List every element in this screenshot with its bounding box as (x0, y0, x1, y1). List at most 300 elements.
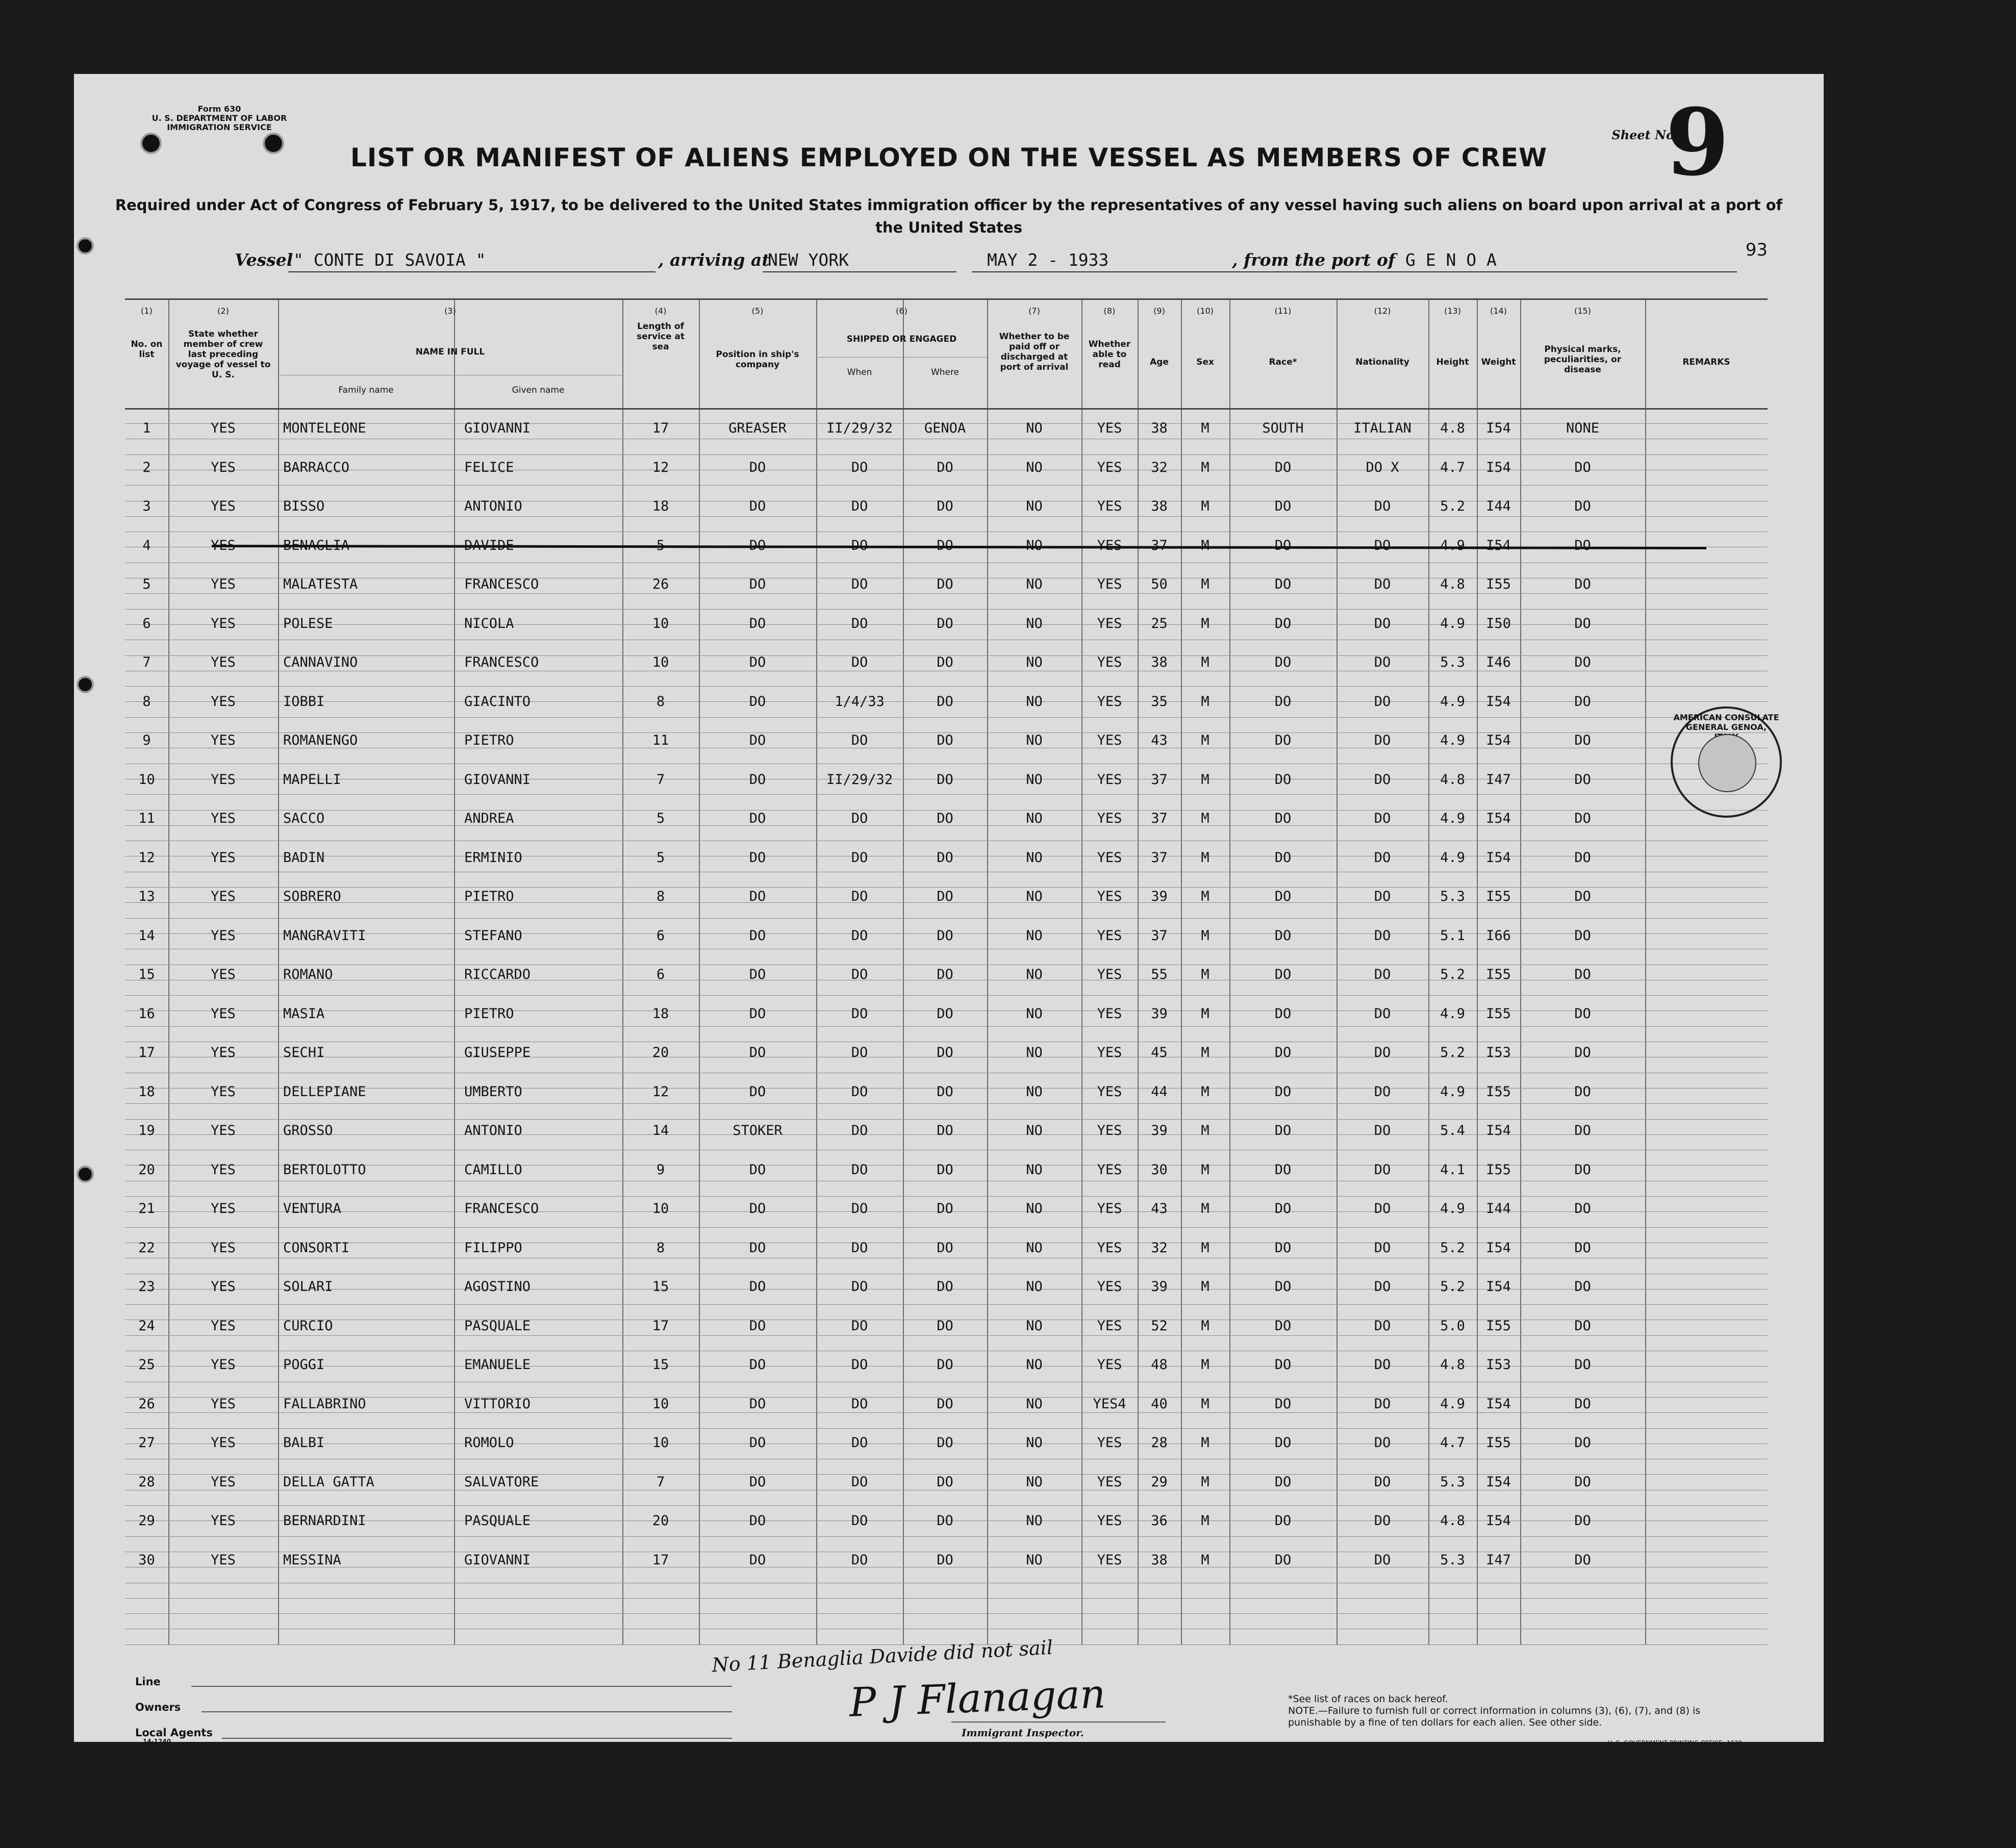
cell-family: SECHI (283, 1045, 325, 1060)
cell-age: 25 (1151, 615, 1168, 631)
cell-sex: M (1201, 771, 1209, 788)
cell-position: DO (749, 654, 766, 670)
cell-when: DO (851, 889, 868, 904)
cell-age: 36 (1151, 1513, 1168, 1529)
cell-physical: DO (1574, 498, 1591, 514)
cell-member: YES (211, 1239, 236, 1256)
cell-sex: M (1201, 1279, 1209, 1295)
cell-race: DO (1274, 1123, 1292, 1138)
cell-physical: DO (1574, 732, 1591, 748)
cell-race: DO (1274, 849, 1292, 866)
cell-nationality: DO (1374, 1201, 1391, 1217)
cell-length: 17 (652, 420, 669, 436)
cell-read: YES (1097, 1357, 1122, 1373)
form-identifier (150, 105, 288, 132)
cell-physical: DO (1574, 1435, 1591, 1451)
cell-physical: DO (1574, 967, 1591, 982)
cell-family: MALATESTA (283, 576, 358, 592)
cell-member: YES (211, 576, 236, 592)
cell-given: GIOVANNI (464, 420, 531, 436)
cell-nationality: DO (1374, 498, 1391, 514)
column-number: (15) (1574, 306, 1591, 316)
cell-position: DO (749, 1357, 766, 1373)
cell-race: DO (1274, 1357, 1292, 1373)
cell-where: DO (937, 1239, 953, 1256)
cell-nationality: ITALIAN (1353, 420, 1412, 436)
cell-no: 2 (142, 459, 151, 475)
cell-race: DO (1274, 1045, 1292, 1060)
cell-family: MANGRAVITI (283, 927, 366, 944)
cell-sex: M (1201, 732, 1209, 748)
column-number: (8) (1103, 306, 1116, 316)
cell-height: 4.7 (1440, 459, 1465, 475)
cell-where: DO (937, 693, 953, 710)
cell-height: 4.8 (1440, 1357, 1465, 1373)
cell-given: FRANCESCO (464, 1201, 539, 1217)
column-number: (13) (1444, 306, 1461, 316)
cell-when: II/29/32 (826, 771, 893, 788)
cell-position: DO (749, 576, 766, 592)
cell-member: YES (211, 1396, 236, 1412)
cell-given: RICCARDO (464, 967, 531, 982)
cell-paid: NO (1026, 537, 1043, 553)
cell-physical: DO (1574, 1201, 1591, 1217)
cell-sex: M (1201, 1239, 1209, 1256)
cell-physical: DO (1574, 1552, 1591, 1568)
cell-where: DO (937, 1396, 953, 1412)
cell-paid: NO (1026, 1279, 1043, 1295)
cell-family: MONTELEONE (283, 420, 366, 436)
local-agents-field (222, 1738, 732, 1739)
cell-race: DO (1274, 811, 1292, 826)
cell-no: 16 (138, 1005, 155, 1022)
cell-race: DO (1274, 1201, 1292, 1217)
cell-position: STOKER (733, 1123, 783, 1138)
binding-hole (77, 1166, 94, 1183)
cell-age: 37 (1151, 811, 1168, 826)
cell-length: 12 (652, 459, 669, 475)
cell-weight: I54 (1486, 693, 1511, 710)
cell-nationality: DO X (1366, 459, 1399, 475)
header-member-of-crew: State whether member of crew last preceding voyage of vessel to U. S. (175, 329, 271, 380)
cell-age: 37 (1151, 927, 1168, 944)
cell-race: DO (1274, 537, 1292, 553)
cell-height: 4.9 (1440, 732, 1465, 748)
cell-family: SOBRERO (283, 889, 341, 904)
cell-sex: M (1201, 1005, 1209, 1022)
cell-member: YES (211, 1201, 236, 1217)
ruled-line (125, 918, 1768, 919)
cell-where: DO (937, 1552, 953, 1568)
cell-length: 5 (656, 537, 665, 553)
cell-race: DO (1274, 498, 1292, 514)
cell-where: DO (937, 889, 953, 904)
cell-member: YES (211, 615, 236, 631)
cell-given: STEFANO (464, 927, 522, 944)
cell-given: ANTONIO (464, 1123, 522, 1138)
cell-age: 37 (1151, 849, 1168, 866)
cell-length: 17 (652, 1552, 669, 1568)
eagle-emblem-icon (1698, 734, 1756, 792)
cell-paid: NO (1026, 1396, 1043, 1412)
column-number: (12) (1374, 306, 1391, 316)
cell-physical: DO (1574, 1279, 1591, 1295)
cell-age: 39 (1151, 1005, 1168, 1022)
sheet-number: 9 (1665, 89, 1729, 196)
cell-sex: M (1201, 1435, 1209, 1451)
cell-height: 5.3 (1440, 1552, 1465, 1568)
ruled-line (125, 686, 1768, 687)
cell-nationality: DO (1374, 1279, 1391, 1295)
cell-no: 22 (138, 1239, 155, 1256)
cell-no: 17 (138, 1045, 155, 1060)
cell-sex: M (1201, 459, 1209, 475)
cell-race: DO (1274, 1552, 1292, 1568)
cell-age: 39 (1151, 889, 1168, 904)
ruled-line (125, 1505, 1768, 1506)
cell-physical: DO (1574, 459, 1591, 475)
cell-paid: NO (1026, 771, 1043, 788)
cell-read: YES (1097, 771, 1122, 788)
cell-physical: DO (1574, 1045, 1591, 1060)
cell-weight: I54 (1486, 459, 1511, 475)
header-weight: Weight (1481, 357, 1516, 367)
ruled-line (125, 609, 1768, 610)
cell-age: 48 (1151, 1357, 1168, 1373)
cell-member: YES (211, 459, 236, 475)
cell-position: DO (749, 1474, 766, 1490)
cell-sex: M (1201, 1123, 1209, 1138)
cell-height: 4.9 (1440, 849, 1465, 866)
cell-nationality: DO (1374, 1552, 1391, 1568)
cell-family: BERTOLOTTO (283, 1161, 366, 1178)
cell-race: DO (1274, 889, 1292, 904)
column-number: (3) (444, 306, 456, 316)
cell-where: DO (937, 537, 953, 553)
cell-given: PIETRO (464, 889, 514, 904)
cell-position: DO (749, 1161, 766, 1178)
header-rule (125, 408, 1768, 410)
cell-nationality: DO (1374, 537, 1391, 553)
cell-family: SACCO (283, 811, 325, 826)
cell-given: PASQUALE (464, 1513, 531, 1529)
cell-physical: DO (1574, 1474, 1591, 1490)
cell-race: DO (1274, 1005, 1292, 1022)
cell-nationality: DO (1374, 1513, 1391, 1529)
footnotes (1288, 1693, 1711, 1729)
cell-paid: NO (1026, 615, 1043, 631)
cell-race: DO (1274, 1318, 1292, 1334)
cell-where: DO (937, 1318, 953, 1334)
cell-given: PIETRO (464, 732, 514, 748)
column-number: (4) (654, 306, 667, 316)
cell-physical: DO (1574, 576, 1591, 592)
cell-paid: NO (1026, 811, 1043, 826)
cell-no: 21 (138, 1201, 155, 1217)
cell-sex: M (1201, 1161, 1209, 1178)
cell-given: FRANCESCO (464, 654, 539, 670)
cell-length: 6 (656, 927, 665, 944)
cell-family: FALLABRINO (283, 1396, 366, 1412)
cell-length: 10 (652, 1201, 669, 1217)
cell-weight: I53 (1486, 1045, 1511, 1060)
cell-paid: NO (1026, 420, 1043, 436)
cell-nationality: DO (1374, 732, 1391, 748)
cell-physical: DO (1574, 537, 1591, 553)
cell-physical: DO (1574, 771, 1591, 788)
cell-age: 40 (1151, 1396, 1168, 1412)
cell-read: YES (1097, 927, 1122, 944)
cell-race: DO (1274, 1083, 1292, 1100)
cell-given: GIOVANNI (464, 771, 531, 788)
cell-given: SALVATORE (464, 1474, 539, 1490)
header-able-to-read: Whether able to read (1088, 339, 1131, 370)
cell-length: 11 (652, 732, 669, 748)
cell-height: 4.7 (1440, 1435, 1465, 1451)
cell-member: YES (211, 1474, 236, 1490)
cell-physical: DO (1574, 1396, 1591, 1412)
cell-paid: NO (1026, 967, 1043, 982)
sheet-label: Sheet No. (1611, 128, 1678, 142)
cell-height: 5.2 (1440, 498, 1465, 514)
cell-where: DO (937, 498, 953, 514)
cell-paid: NO (1026, 1435, 1043, 1451)
cell-given: ANTONIO (464, 498, 522, 514)
ruled-line (125, 1613, 1768, 1614)
cell-paid: NO (1026, 849, 1043, 866)
cell-given: PASQUALE (464, 1318, 531, 1334)
penalty-note: NOTE.—Failure to furnish full or correct information in columns (3), (6), (7), and (8) is punishable by a fine of ten dollars for each alien. See other side. (1288, 1705, 1701, 1728)
cell-age: 44 (1151, 1083, 1168, 1100)
cell-family: ROMANENGO (283, 732, 358, 748)
cell-race: DO (1274, 771, 1292, 788)
cell-nationality: DO (1374, 1083, 1391, 1100)
cell-paid: NO (1026, 576, 1043, 592)
header-given-name: Given name (512, 385, 565, 395)
page-title: LIST OR MANIFEST OF ALIENS EMPLOYED ON THE VESSEL AS MEMBERS OF CREW (350, 143, 1548, 172)
cell-family: CANNAVINO (283, 654, 358, 670)
cell-nationality: DO (1374, 693, 1391, 710)
header-name-in-full: NAME IN FULL (415, 347, 485, 357)
cell-weight: I46 (1486, 654, 1511, 670)
cell-read: YES (1097, 1161, 1122, 1178)
cell-sex: M (1201, 1318, 1209, 1334)
cell-position: GREASER (728, 420, 787, 436)
cell-read: YES (1097, 849, 1122, 866)
cell-member: YES (211, 1123, 236, 1138)
cell-when: DO (851, 1279, 868, 1295)
inspector-signature: P J Flanagan (848, 1671, 1106, 1726)
header-remarks: REMARKS (1682, 357, 1730, 367)
cell-when: DO (851, 732, 868, 748)
cell-nationality: DO (1374, 1318, 1391, 1334)
cell-weight: I54 (1486, 1279, 1511, 1295)
cell-where: DO (937, 576, 953, 592)
cell-when: DO (851, 1396, 868, 1412)
cell-where: DO (937, 1045, 953, 1060)
cell-member: YES (211, 889, 236, 904)
cell-weight: I54 (1486, 732, 1511, 748)
cell-member: YES (211, 537, 236, 553)
cell-race: DO (1274, 1279, 1292, 1295)
cell-physical: DO (1574, 849, 1591, 866)
ruled-line (125, 1227, 1768, 1228)
cell-weight: I55 (1486, 889, 1511, 904)
cell-position: DO (749, 849, 766, 866)
cell-sex: M (1201, 1357, 1209, 1373)
cell-when: DO (851, 1513, 868, 1529)
ruled-line (125, 531, 1768, 532)
cell-height: 4.9 (1440, 1396, 1465, 1412)
cell-physical: DO (1574, 889, 1591, 904)
cell-no: 4 (142, 537, 151, 553)
cell-family: IOBBI (283, 693, 325, 710)
cell-position: DO (749, 967, 766, 982)
cell-height: 4.8 (1440, 1513, 1465, 1529)
cell-age: 38 (1151, 498, 1168, 514)
cell-length: 15 (652, 1357, 669, 1373)
cell-when: DO (851, 1005, 868, 1022)
cell-nationality: DO (1374, 811, 1391, 826)
cell-nationality: DO (1374, 615, 1391, 631)
cell-read: YES (1097, 732, 1122, 748)
cell-sex: M (1201, 1552, 1209, 1568)
cell-position: DO (749, 1005, 766, 1022)
cell-height: 4.9 (1440, 615, 1465, 631)
cell-paid: NO (1026, 1318, 1043, 1334)
cell-race: DO (1274, 459, 1292, 475)
cell-family: BADIN (283, 849, 325, 866)
cell-age: 28 (1151, 1435, 1168, 1451)
form-department: U. S. DEPARTMENT OF LABOR (152, 113, 287, 123)
cell-family: GROSSO (283, 1123, 333, 1138)
cell-no: 30 (138, 1552, 155, 1568)
cell-member: YES (211, 693, 236, 710)
cell-weight: I55 (1486, 1005, 1511, 1022)
cell-sex: M (1201, 1474, 1209, 1490)
owners-label: Owners (135, 1701, 181, 1713)
cell-age: 30 (1151, 1161, 1168, 1178)
cell-when: DO (851, 1201, 868, 1217)
cell-given: FILIPPO (464, 1239, 522, 1256)
cell-length: 18 (652, 1005, 669, 1022)
cell-when: DO (851, 1083, 868, 1100)
cell-when: DO (851, 1552, 868, 1568)
cell-height: 4.9 (1440, 1083, 1465, 1100)
cell-member: YES (211, 420, 236, 436)
arrival-date: MAY 2 - 1933 (987, 250, 1109, 270)
cell-when: DO (851, 615, 868, 631)
cell-where: DO (937, 1474, 953, 1490)
cell-read: YES (1097, 1005, 1122, 1022)
cell-physical: DO (1574, 1318, 1591, 1334)
cell-given: ANDREA (464, 811, 514, 826)
cell-when: DO (851, 498, 868, 514)
cell-no: 3 (142, 498, 151, 514)
cell-given: AGOSTINO (464, 1279, 531, 1295)
cell-read: YES (1097, 889, 1122, 904)
cell-family: BENAGLIA (283, 537, 350, 553)
cell-when: DO (851, 1045, 868, 1060)
cell-when: DO (851, 537, 868, 553)
cell-position: DO (749, 889, 766, 904)
header-nationality: Nationality (1355, 357, 1409, 367)
cell-physical: DO (1574, 1239, 1591, 1256)
cell-paid: NO (1026, 654, 1043, 670)
manifest-sheet (74, 74, 1824, 1746)
cell-physical: NONE (1566, 420, 1600, 436)
cell-length: 15 (652, 1279, 669, 1295)
cell-member: YES (211, 1083, 236, 1100)
cell-when: DO (851, 1161, 868, 1178)
inspector-label: Immigrant Inspector. (962, 1727, 1084, 1739)
cell-length: 8 (656, 889, 665, 904)
cell-weight: I44 (1486, 1201, 1511, 1217)
cell-race: SOUTH (1262, 420, 1304, 436)
cell-when: DO (851, 1435, 868, 1451)
cell-when: DO (851, 654, 868, 670)
cell-position: DO (749, 1083, 766, 1100)
cell-physical: DO (1574, 1005, 1591, 1022)
cell-where: DO (937, 849, 953, 866)
signature-line (951, 1722, 1166, 1723)
header-age: Age (1150, 357, 1169, 367)
cell-position: DO (749, 498, 766, 514)
cell-paid: NO (1026, 1123, 1043, 1138)
cell-no: 10 (138, 771, 155, 788)
cell-position: DO (749, 1045, 766, 1060)
cell-position: DO (749, 459, 766, 475)
column-number: (7) (1028, 306, 1040, 316)
cell-family: VENTURA (283, 1201, 341, 1217)
cell-given: CAMILLO (464, 1161, 522, 1178)
cell-when: DO (851, 849, 868, 866)
column-number: (6) (896, 306, 908, 316)
cell-age: 43 (1151, 732, 1168, 748)
cell-sex: M (1201, 498, 1209, 514)
header-position: Position in ship's company (716, 349, 799, 370)
cell-length: 10 (652, 1435, 669, 1451)
cell-member: YES (211, 811, 236, 826)
cell-sex: M (1201, 1083, 1209, 1100)
cell-race: DO (1274, 1396, 1292, 1412)
cell-when: II/29/32 (826, 420, 893, 436)
crew-table (125, 298, 1779, 1645)
cell-position: DO (749, 1552, 766, 1568)
cell-race: DO (1274, 615, 1292, 631)
cell-member: YES (211, 654, 236, 670)
binding-hole (77, 676, 94, 693)
header-sex: Sex (1196, 357, 1214, 367)
header-subrule (816, 357, 987, 358)
cell-read: YES (1097, 693, 1122, 710)
races-note: *See list of races on back hereof. (1288, 1693, 1448, 1705)
cell-read: YES (1097, 1239, 1122, 1256)
cell-read: YES (1097, 1123, 1122, 1138)
cell-age: 55 (1151, 967, 1168, 982)
cell-physical: DO (1574, 1083, 1591, 1100)
line-field (191, 1686, 732, 1687)
ruled-line (125, 1196, 1768, 1197)
cell-given: EMANUELE (464, 1357, 531, 1373)
cell-family: DELLA GATTA (283, 1474, 374, 1490)
cell-when: DO (851, 1474, 868, 1490)
cell-age: 37 (1151, 771, 1168, 788)
cell-read: YES (1097, 537, 1122, 553)
cell-no: 13 (138, 889, 155, 904)
ruled-line (125, 1103, 1768, 1104)
cell-when: DO (851, 576, 868, 592)
